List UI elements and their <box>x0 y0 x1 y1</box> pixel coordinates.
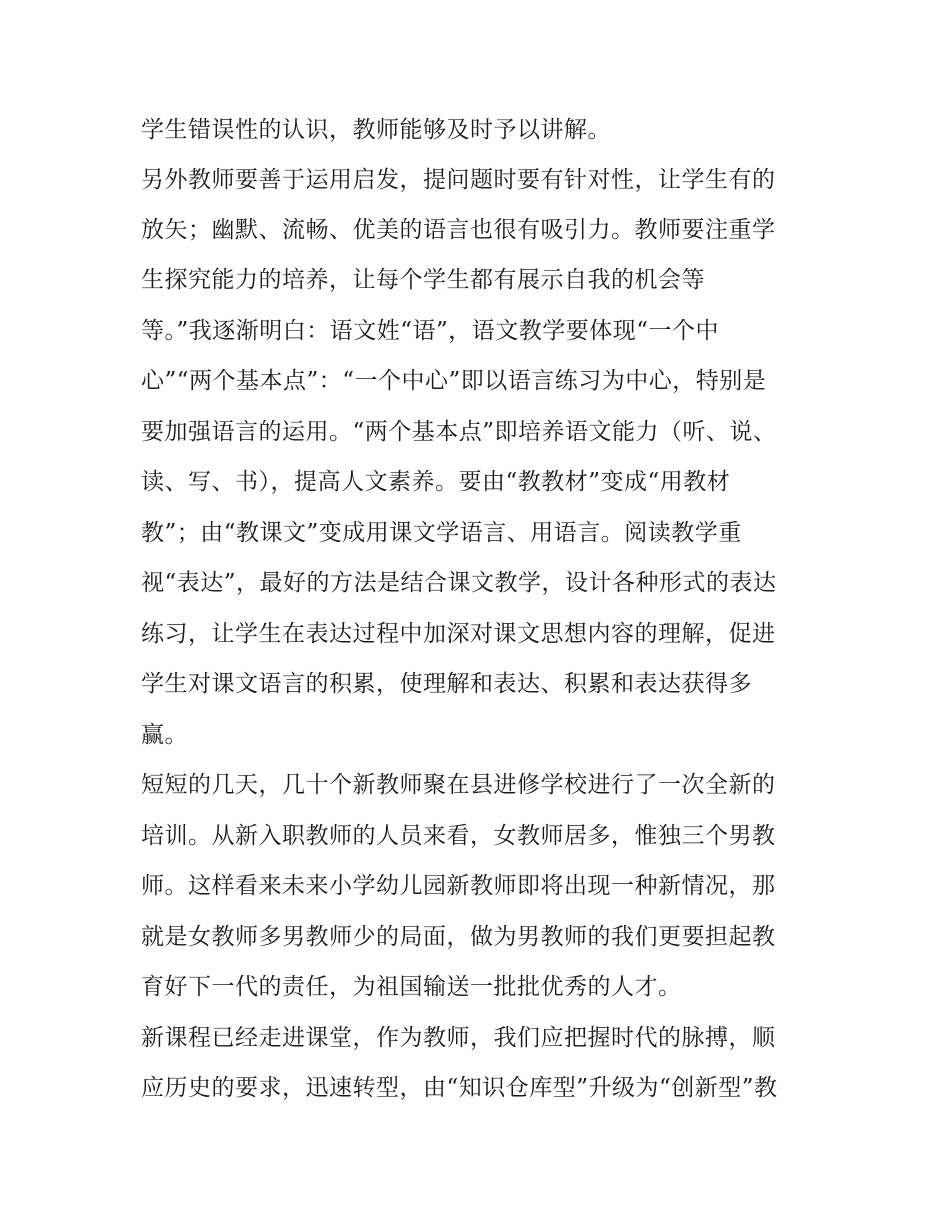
text-line: 培训。从新入职教师的人员来看，女教师居多，惟独三个男教 <box>141 823 776 849</box>
text-line: 等。”我逐渐明白：语文姓“语”，语文教学要体现“一个中 <box>141 318 720 344</box>
text-line: 教”；由“教课文”变成用课文学语言、用语言。阅读教学重 <box>141 520 742 546</box>
text-line: 师。这样看来未来小学幼儿园新教师即将出现一种新情况，那 <box>141 873 776 899</box>
text-line: 学生对课文语言的积累，使理解和表达、积累和表达获得多 <box>141 671 752 697</box>
text-line: 赢。 <box>141 722 188 748</box>
text-line: 视“表达”，最好的方法是结合课文教学，设计各种形式的表达 <box>141 570 777 596</box>
text-line: 放矢；幽默、流畅、优美的语言也很有吸引力。教师要注重学 <box>141 217 776 243</box>
text-line: 练习，让学生在表达过程中加深对课文思想内容的理解，促进 <box>141 621 776 647</box>
text-line: 短短的几天，几十个新教师聚在县进修学校进行了一次全新的 <box>141 772 776 798</box>
text-line: 应历史的要求，迅速转型，由“知识仓库型”升级为“创新型”教 <box>141 1075 778 1101</box>
text-line: 读、写、书），提高人文素养。要由“教教材”变成“用教材 <box>141 469 731 495</box>
text-line: 心”“两个基本点”：“一个中心”即以语言练习为中心，特别是 <box>141 368 767 394</box>
text-line: 生探究能力的培养，让每个学生都有展示自我的机会等 <box>141 267 705 293</box>
text-line: 另外教师要善于运用启发，提问题时要有针对性，让学生有的 <box>141 167 776 193</box>
text-line: 学生错误性的认识，教师能够及时予以讲解。 <box>141 117 611 143</box>
text-line: 育好下一代的责任，为祖国输送一批批优秀的人才。 <box>141 974 682 1000</box>
text-line: 要加强语言的运用。“两个基本点”即培养语文能力（听、说、 <box>141 419 777 445</box>
text-line: 就是女教师多男教师少的局面，做为男教师的我们更要担起教 <box>141 924 776 950</box>
text-line: 新课程已经走进课堂，作为教师，我们应把握时代的脉搏，顺 <box>141 1025 776 1051</box>
